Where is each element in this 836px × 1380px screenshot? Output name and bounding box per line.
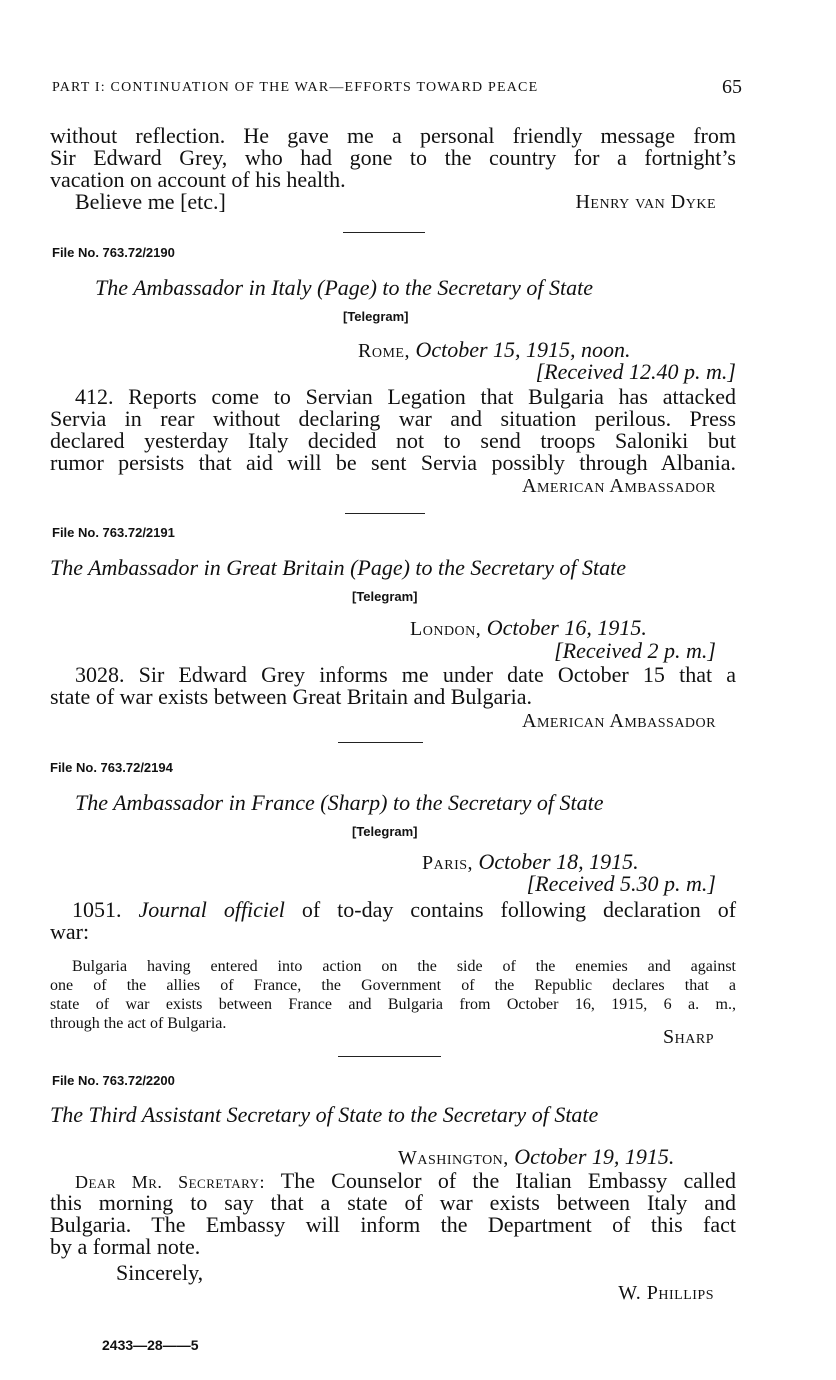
paragraph-number: 1051. [72, 897, 122, 922]
text-line: 3028. Sir Edward Grey informs me under date October 15 that a [75, 662, 736, 687]
received-text: [Received 2 p. m.] [554, 638, 716, 663]
text-line: Bulgaria. The Embassy will inform the Department of this fact [50, 1212, 736, 1237]
dateline-place: London, [410, 618, 482, 640]
text-line: 412. Reports come to Servian Legation that Bulgaria has attacked [75, 384, 736, 409]
telegram-label: [Telegram] [352, 589, 418, 604]
telegram-body [50, 664, 736, 708]
letter-body [50, 1170, 736, 1258]
text-line: Servia in rear without declaring war and situation perilous. Press [50, 406, 736, 431]
signature: Sharp [663, 1026, 714, 1048]
document-title: The Third Assistant Secretary of State to the Secretary of State [50, 1102, 599, 1127]
text-line: rumor persists that aid will be sent Servia possibly through Albania. [50, 450, 736, 475]
running-title: PART I: CONTINUATION OF THE WAR—EFFORTS TOWARD PEACE [52, 80, 539, 95]
text-line [50, 899, 736, 921]
telegram-label: [Telegram] [343, 309, 409, 324]
dateline-date: October 19, 1915. [514, 1144, 675, 1169]
text-line: Sir Edward Grey, who had gone to the country for a fortnight’s [50, 145, 736, 170]
dateline-place: Paris, [422, 852, 474, 874]
italic-term: Journal officiel [138, 897, 285, 922]
text-line: without reflection. He gave me a personal friendly message from [50, 123, 736, 148]
text-span: of to-day contains following declaration of [301, 897, 737, 922]
text-span: The Counselor of the Italian Embassy called [280, 1168, 736, 1193]
file-number: File No. 763.72/2194 [50, 760, 173, 775]
text-line: this morning to say that a state of war exists between Italy and [50, 1190, 736, 1215]
running-header [52, 76, 742, 98]
text-line: vacation on account of his health. [50, 167, 346, 192]
document-title: The Ambassador in Italy (Page) to the Secretary of State [95, 275, 593, 300]
dateline-date: October 16, 1915. [486, 615, 647, 640]
section-divider [338, 742, 423, 743]
dateline-place: Rome, [358, 340, 410, 362]
text-line [50, 1170, 736, 1192]
text-line: through the act of Bulgaria. [50, 1015, 227, 1032]
section-divider [338, 1056, 441, 1057]
text-line: state of war exists between Great Britain and Bulgaria. [50, 684, 533, 709]
signature: W. Phillips [618, 1282, 714, 1304]
dateline [410, 617, 647, 640]
document-title: The Ambassador in Great Britain (Page) to the Secretary of State [50, 555, 626, 580]
intro-signature: Henry van Dyke [575, 191, 716, 213]
print-code: 2433—28——5 [102, 1337, 199, 1353]
page-number: 65 [722, 76, 742, 98]
intro-closing: Believe me [etc.] [75, 189, 226, 214]
text-line: Bulgaria having entered into action on the side of the enemies and against [72, 958, 736, 975]
document-title: The Ambassador in France (Sharp) to the Secretary of State [75, 790, 604, 815]
telegram-label: [Telegram] [352, 824, 418, 839]
received-text: [Received 5.30 p. m.] [526, 871, 716, 896]
text-line: by a formal note. [50, 1234, 201, 1259]
file-number: File No. 763.72/2190 [52, 245, 175, 260]
dateline-date: October 15, 1915, noon. [415, 337, 631, 362]
dateline [398, 1146, 674, 1169]
text-line: state of war exists between France and Bulgaria from October 16, 1915, 6 a. m., [50, 996, 736, 1013]
received-note [536, 361, 736, 383]
text-line: one of the allies of France, the Government of the Republic declares that a [50, 977, 736, 994]
intro-paragraph [50, 125, 736, 191]
received-note [554, 640, 716, 662]
telegram-body [50, 899, 736, 943]
signature: American Ambassador [522, 710, 716, 732]
section-divider [343, 232, 425, 233]
telegram-body [50, 386, 736, 474]
salutation: Dear Mr. Secretary: [75, 1172, 265, 1192]
received-note [527, 873, 716, 895]
section-divider [345, 513, 425, 514]
dateline-place: Washington, [398, 1147, 509, 1169]
file-number: File No. 763.72/2200 [52, 1073, 175, 1088]
file-number: File No. 763.72/2191 [52, 525, 175, 540]
quoted-declaration [50, 957, 736, 1033]
signature: American Ambassador [522, 475, 716, 497]
dateline-date: October 18, 1915. [478, 849, 639, 874]
letter-closing: Sincerely, [116, 1260, 204, 1285]
text-line: declared yesterday Italy decided not to send troops Saloniki but [50, 428, 736, 453]
received-text: [Received 12.40 p. m.] [535, 359, 736, 384]
text-line: war: [50, 919, 90, 944]
